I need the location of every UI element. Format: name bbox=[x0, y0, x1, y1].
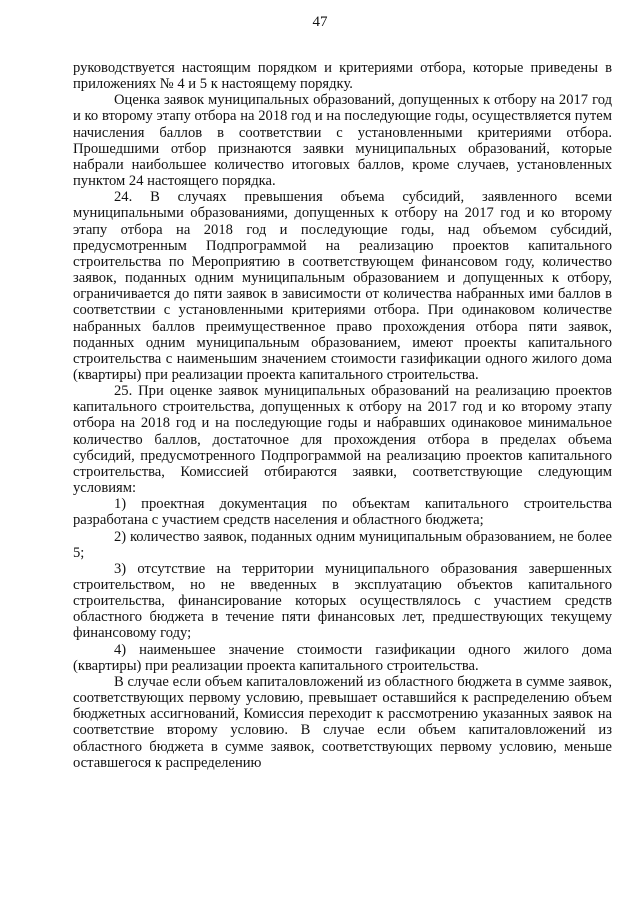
list-item-condition-3: 3) отсутствие на территории муниципального образования завершенных строительством, но не введенных в эксплуатацию объектов капитального строительства, финансирование которых осуществлялось с участием средств областного бюджета в течение пяти финансовых лет, предшествующих текущему финансовому году; bbox=[73, 560, 612, 642]
list-item-condition-1: 1) проектная документация по объектам капитального строительства разработана с участием средств населения и областного бюджета; bbox=[73, 496, 612, 529]
document-body bbox=[73, 60, 612, 771]
list-item-condition-2: 2) количество заявок, поданных одним муниципальным образованием, не более 5; bbox=[73, 528, 612, 561]
paragraph-clause-25: 25. При оценке заявок муниципальных образований на реализацию проектов капитального строительства, допущенных к отбору на 2017 год и ко второму этапу отбора на 2018 год и на последующие годы и набравших одинаковое минимальное количество баллов, достаточное для прохождения отбора в пределах объема субсидий, предусмотренного Подпрограммой на реализацию проектов капитального строительства, Комиссией отбираются заявки, соответствующие следующим условиям: bbox=[73, 383, 612, 497]
paragraph-continuation: руководствуется настоящим порядком и критериями отбора, которые приведены в приложениях № 4 и 5 к настоящему порядку. bbox=[73, 60, 612, 93]
paragraph-evaluation: Оценка заявок муниципальных образований, допущенных к отбору на 2017 год и ко второму этапу отбора на 2018 год и на последующие годы, осуществляется путем начисления баллов в соответствии с установленными критериями отбора. Прошедшими отбор признаются заявки муниципальных образований, которые набрали наибольшее количество итоговых баллов, кроме случаев, установленных пунктом 24 настоящего порядка. bbox=[73, 92, 612, 190]
list-item-condition-4: 4) наименьшее значение стоимости газификации одного жилого дома (квартиры) при реализации проекта капитального строительства. bbox=[73, 641, 612, 674]
page-number: 47 bbox=[312, 14, 328, 30]
paragraph-capital-investment: В случае если объем капиталовложений из областного бюджета в сумме заявок, соответствующих первому условию, превышает оставшийся к распределению объем бюджетных ассигнований, Комиссия переходит к рассмотрению указанных заявок на соответствие второму условию. В случае если объем капиталовложений из областного бюджета в сумме заявок, соответствующих первому условию, меньше оставшегося к распределению bbox=[73, 673, 612, 771]
paragraph-clause-24: 24. В случаях превышения объема субсидий, заявленного всеми муниципальными образованиями, допущенных к отбору на 2017 год и ко второму этапу отбора на 2018 год и последующие годы, над объемом субсидий, предусмотренным Подпрограммой на реализацию проектов капитального строительства по Мероприятию в соответствующем финансовом году, количество заявок, поданных одним муниципальным образованием и допущенных к отбору, ограничивается до пяти заявок в зависимости от количества набранных ими баллов в соответствии с установленными критериями отбора. При одинаковом количестве набранных баллов преимущественное право прохождения отбора пяти заявок, поданных одним муниципальным образованием, имеют проекты капитального строительства с наименьшим значением стоимости газификации одного жилого дома (квартиры) при реализации проекта капитального строительства. bbox=[73, 189, 612, 383]
